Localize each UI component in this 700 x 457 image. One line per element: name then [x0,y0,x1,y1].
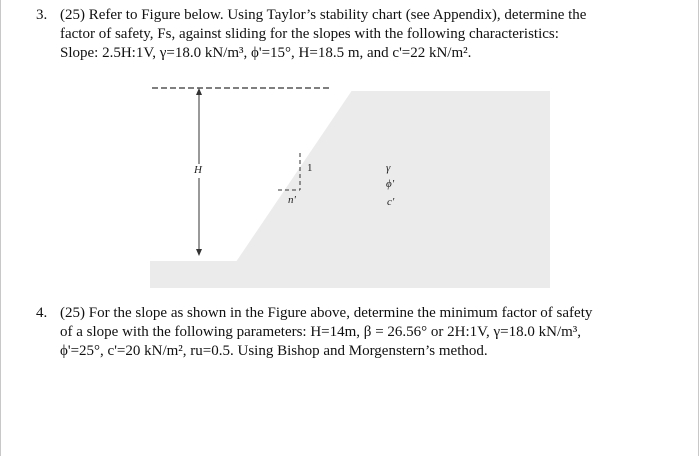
label-h: H [194,164,202,176]
label-n: n' [288,194,296,206]
question-4 [36,304,676,361]
label-phi: ϕ' [386,178,395,190]
question-line: Slope: 2.5H:1V, γ=18.0 kN/m³, ϕ'=15°, H=18.5 m, and c'=22 kN/m². [60,45,472,61]
question-number: 3. [36,7,48,23]
slope-diagram [150,78,550,298]
label-1: 1 [307,162,313,174]
slope-figure [150,78,550,298]
arrowhead-bottom [196,249,202,256]
label-gamma: γ [386,162,391,174]
question-line: factor of safety, Fs, against sliding for the slopes with the following characteristics: [60,26,559,42]
question-line: (25) Refer to Figure below. Using Taylor’s stability chart (see Appendix), determine the [60,7,587,23]
label-c: c' [387,196,395,208]
question-line: of a slope with the following parameters: H=14m, β = 26.56° or 2H:1V, γ=18.0 kN/m³, [60,324,582,340]
question-3 [36,6,676,63]
arrowhead-top [196,88,202,95]
question-line: (25) For the slope as shown in the Figure above, determine the minimum factor of safety [60,305,593,321]
question-number: 4. [36,305,48,321]
question-line: ϕ'=25°, c'=20 kN/m², ru=0.5. Using Bishop and Morgenstern’s method. [60,343,488,359]
